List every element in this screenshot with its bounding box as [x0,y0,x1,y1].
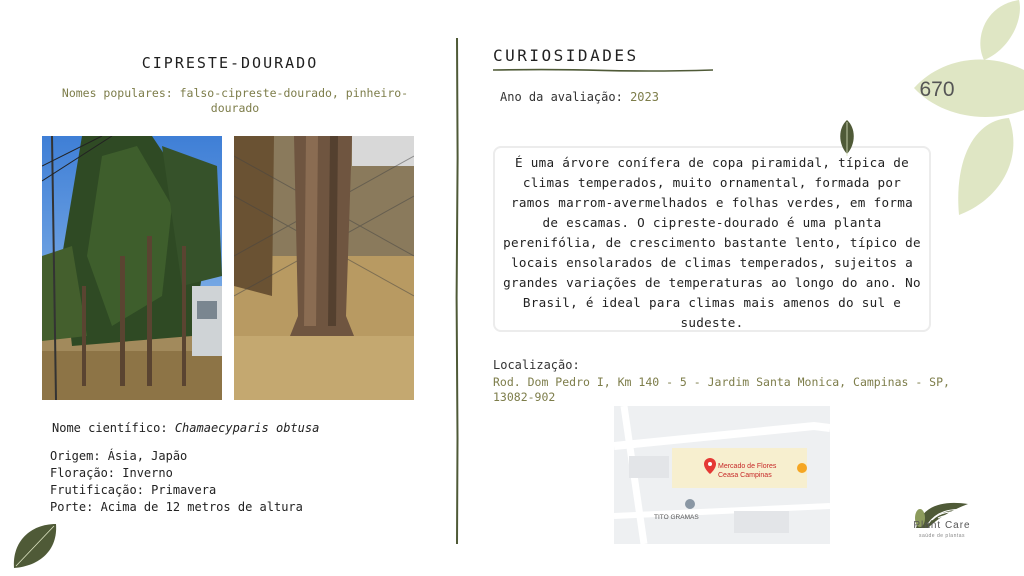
plant-facts [50,448,303,516]
year-label: Ano da avaliação: [500,90,623,104]
corner-leaf-icon [10,522,60,570]
origin: Origem: Ásia, Japão [50,449,188,463]
title-underline [493,68,713,72]
location-address: Rod. Dom Pedro I, Km 140 - 5 - Jardim Santa Monica, Campinas - SP, 13082-902 [493,375,950,404]
leaf-branch-decoration [914,0,1024,230]
tree-trunk-photo [234,136,414,400]
curiosity-description: É uma árvore conífera de copa piramidal, típica de climas temperados, muito ornamental, formada por ramos marrom-avermelhados e folhas verdes, em forma de escamas. O cipreste-dourado é uma planta perenifólia, de crescimento bastante lento, típico de locais ensolarados de climas temperados, sujeitos a grandes variações de temperaturas ao longo do ano. No Brasil, é ideal para climas mais amenos do sul e sudeste. [493,146,931,332]
map-food-icon [797,463,807,473]
map-pin-label-1: Mercado de Flores [718,463,777,470]
scientific-label: Nome científico: [52,421,168,435]
popular-names-value: falso-cipreste-dourado, pinheiro-dourado [179,86,409,115]
fruiting: Frutificação: Primavera [50,483,217,497]
map-pin-label-2: Ceasa Campinas [718,472,772,479]
map-street-label: TITO GRAMAS [654,514,699,521]
location-map[interactable] [614,406,830,544]
location-label: Localização: [493,358,580,372]
column-divider [455,38,459,544]
year-value: 2023 [630,90,659,104]
scientific-name [52,421,319,435]
plant-title: CIPRESTE-DOURADO [141,54,319,72]
curiosities-title: CURIOSIDADES [493,46,639,65]
tree-photo-full [42,136,222,400]
brand-tagline: saúde de plantas [918,533,966,539]
popular-names-label: Nomes populares: [61,86,173,100]
map-poi-icon [685,499,695,509]
evaluation-year [500,90,659,104]
brand-name: Plant Care [913,520,971,531]
flowering: Floração: Inverno [50,466,173,480]
plant-size: Porte: Acima de 12 metros de altura [50,500,303,514]
scientific-value: Chamaecyparis obtusa [174,421,320,435]
popular-names [50,86,420,116]
record-number-badge: 670 [919,78,955,101]
leaf-icon [836,120,858,156]
